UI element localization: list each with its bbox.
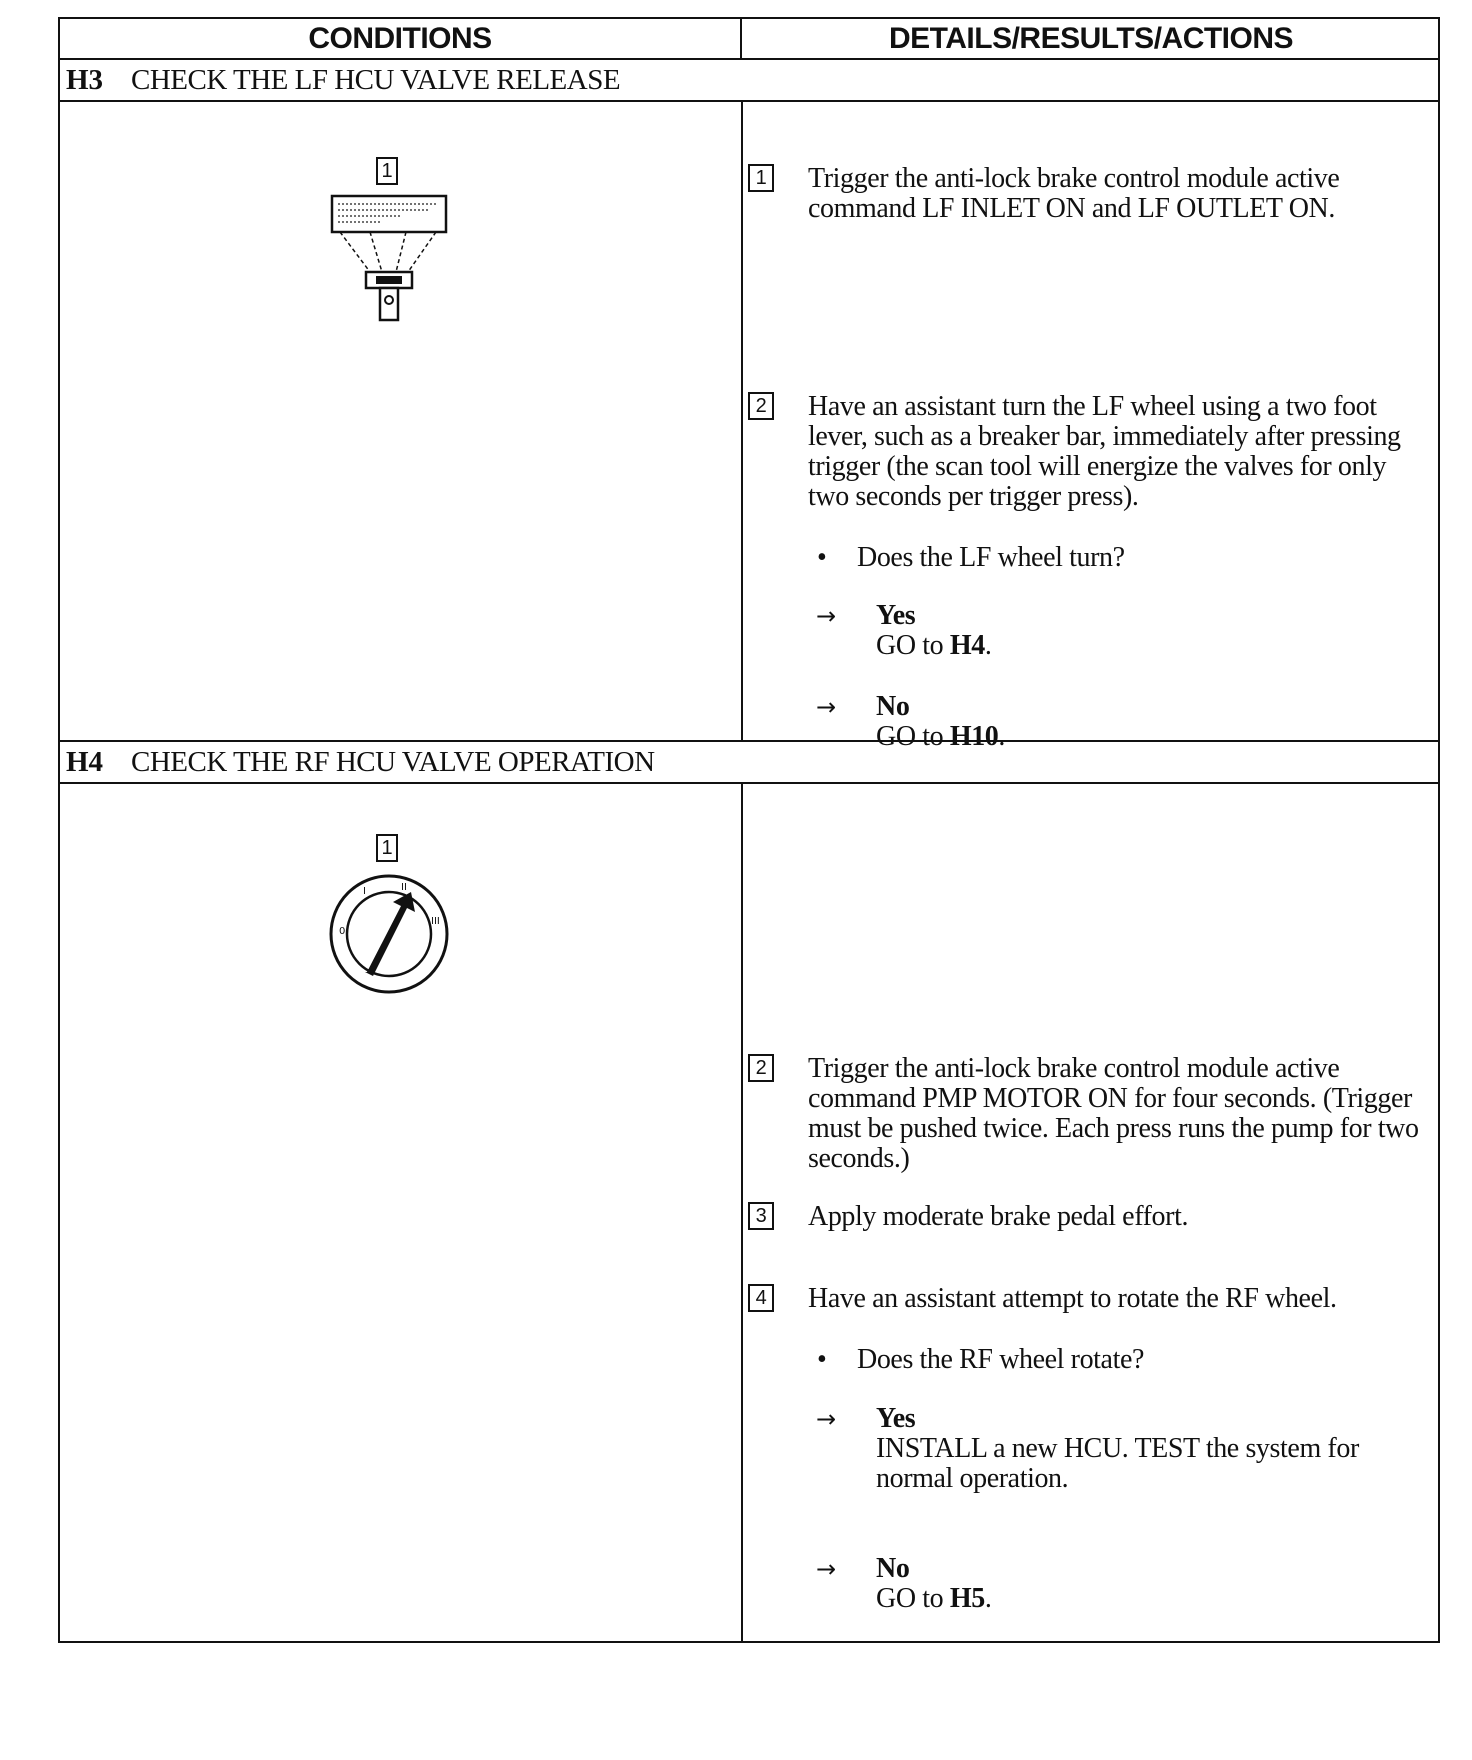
step-3 <box>755 1201 1418 1232</box>
answer-label: No <box>876 1553 910 1584</box>
conditions-header: CONDITIONS <box>60 19 742 58</box>
step-reference[interactable]: H5 <box>949 1583 985 1614</box>
arrow-right-icon: → <box>816 602 836 630</box>
question-text: Does the LF wheel turn? <box>857 542 1125 573</box>
step-2 <box>755 1053 1428 1174</box>
svg-text:II: II <box>401 882 407 893</box>
svg-text:0: 0 <box>339 926 346 937</box>
section-title-h3 <box>60 60 1438 102</box>
diagnostic-table <box>58 17 1440 1643</box>
answer-label: Yes <box>876 600 916 631</box>
question-text: Does the RF wheel rotate? <box>857 1344 1145 1375</box>
step-text: Have an assistant attempt to rotate the RF wheel. <box>808 1283 1337 1314</box>
column-divider <box>741 784 743 1641</box>
question: • Does the LF wheel turn? <box>817 542 1125 573</box>
step-4 <box>755 1283 1418 1314</box>
section-body-h4 <box>60 784 1438 1641</box>
step-number: 3 <box>748 1202 774 1230</box>
details-header: DETAILS/RESULTS/ACTIONS <box>888 21 1294 55</box>
answer-yes <box>816 600 1416 661</box>
section-code: H4 <box>66 745 104 778</box>
step-reference[interactable]: H10 <box>949 721 999 752</box>
scan-tool-icon <box>330 194 450 324</box>
step-reference[interactable]: H4 <box>949 630 985 661</box>
question: • Does the RF wheel rotate? <box>817 1344 1145 1375</box>
ignition-switch-icon <box>325 872 455 996</box>
answer-no <box>816 1553 1416 1614</box>
svg-text:I: I <box>363 886 366 897</box>
table-header <box>60 19 1438 60</box>
step-text: Have an assistant turn the LF wheel using a two foot lever, such as a breaker bar, immediately after pressing trigger (the scan tool will energize the valves for only two seconds per trigger press). <box>808 391 1401 512</box>
step-text: Trigger the anti-lock brake control module active command LF INLET ON and LF OUTLET ON. <box>808 163 1340 224</box>
answer-yes <box>816 1403 1426 1494</box>
arrow-right-icon: → <box>816 693 836 721</box>
step-1 <box>755 163 1418 224</box>
step-number: 4 <box>748 1284 774 1312</box>
step-number: 1 <box>748 164 774 192</box>
step-2 <box>755 391 1423 512</box>
answer-action: INSTALL a new HCU. TEST the system for normal operation. <box>876 1433 1359 1494</box>
answer-label: No <box>876 691 910 722</box>
answer-action: GO to H4. <box>876 630 992 661</box>
answer-label: Yes <box>876 1403 916 1434</box>
figure-label: 1 <box>376 157 398 185</box>
column-divider <box>741 102 743 740</box>
step-text: Apply moderate brake pedal effort. <box>808 1201 1189 1232</box>
section-code: H3 <box>66 63 104 96</box>
section-title-h4 <box>60 742 1438 784</box>
answer-action: GO to H5. <box>876 1583 992 1614</box>
svg-text:III: III <box>431 916 440 927</box>
answer-action: GO to H10. <box>876 721 1006 752</box>
step-number: 2 <box>748 1054 774 1082</box>
arrow-right-icon: → <box>816 1405 836 1433</box>
step-number: 2 <box>748 392 774 420</box>
step-text: Trigger the anti-lock brake control module active command PMP MOTOR ON for four seconds. (Trigger must be pushed twice. Each press runs the pump for two seconds.) <box>808 1053 1419 1174</box>
section-title-text: CHECK THE RF HCU VALVE OPERATION <box>131 745 655 778</box>
section-body-h3 <box>60 102 1438 752</box>
arrow-right-icon: → <box>816 1555 836 1583</box>
figure-label: 1 <box>376 834 398 862</box>
section-title-text: CHECK THE LF HCU VALVE RELEASE <box>131 63 621 96</box>
